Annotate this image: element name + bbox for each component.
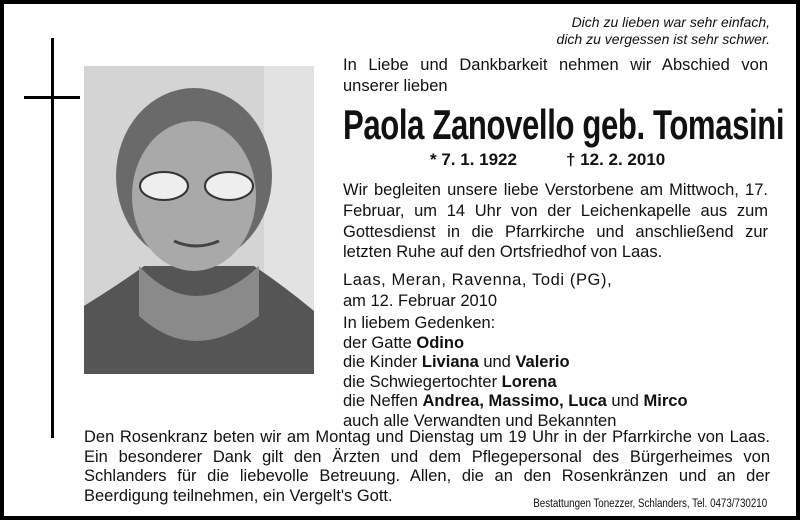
date: am 12. Februar 2010 — [343, 291, 498, 310]
mourner-nephews — [343, 392, 768, 412]
mourners-heading: In liebem Gedenken: — [343, 314, 496, 332]
mourner-spouse — [343, 334, 768, 354]
label: und — [606, 392, 644, 411]
motto — [540, 14, 770, 48]
name: Mirco — [643, 392, 688, 411]
motto-line: Dich zu lieben war sehr einfach, — [571, 14, 770, 30]
label: der Gatte — [343, 333, 417, 352]
name: Odino — [416, 333, 465, 352]
mourner-relatives: auch alle Verwandten und Bekannten — [343, 411, 617, 430]
label: die Neffen — [343, 392, 423, 411]
name: Liviana — [421, 353, 479, 372]
label: die Kinder — [343, 353, 422, 372]
name: Valerio — [515, 353, 570, 372]
birth-date: * 7. 1. 1922 — [430, 150, 517, 169]
label: die Schwiegertochter — [343, 372, 502, 391]
intro-text: In Liebe und Dankbarkeit nehmen wir Abschied von unserer lieben — [343, 56, 768, 95]
place-date — [343, 270, 768, 312]
name: Lorena — [501, 372, 557, 391]
place: Laas, Meran, Ravenna, Todi (PG), — [343, 271, 613, 289]
label: und — [478, 353, 516, 372]
name: Andrea, Massimo, Luca — [422, 392, 607, 411]
funeral-info: Wir begleiten unsere liebe Verstorbene am Mittwoch, 17. Februar, um 14 Uhr von der Leichenkapelle aus zum Gottesdienst in die Pfarrkirche und anschließend zur letzten Ruhe auf den Ortsfriedhof von Laas. — [343, 181, 768, 262]
mourners-list — [343, 314, 768, 432]
closing-text: Den Rosenkranz beten wir am Montag und Dienstag um 19 Uhr in der Pfarrkirche von Laas. Ein besonderer Dank gilt den Ärzten und dem Pflegepersonal des Bürgerheimes von Schlanders für die liebevolle Betreuung. Allen, die an den Rosenkränzen und an der Beerdigung teilnehmen, ein Vergelt's Gott. — [84, 428, 770, 505]
cross-icon-bar — [24, 96, 80, 99]
motto-line: dich zu vergessen ist sehr schwer. — [556, 31, 770, 47]
mourner-inlaw — [343, 373, 768, 393]
portrait-photo — [84, 66, 314, 374]
mourner-children — [343, 353, 768, 373]
death-date: † 12. 2. 2010 — [566, 150, 666, 169]
funeral-home-credit: Bestattungen Tonezzer, Schlanders, Tel. 0473/730210 — [533, 498, 767, 510]
deceased-name: Paola Zanovello geb. Tomasini — [343, 101, 785, 148]
